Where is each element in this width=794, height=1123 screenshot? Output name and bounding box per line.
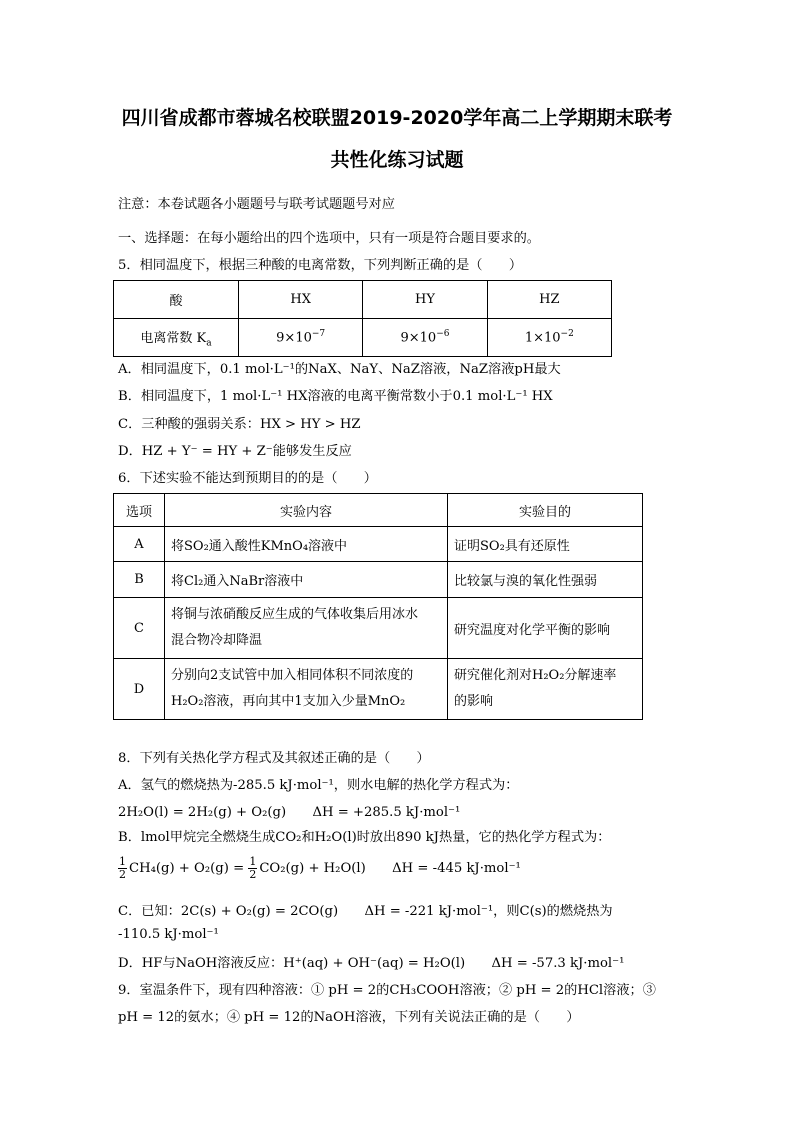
table-cell bbox=[363, 319, 487, 357]
table-cell: 实验目的 bbox=[448, 494, 643, 527]
title-line-2: 共性化练习试题 bbox=[330, 149, 464, 171]
q8-option-d: D．HF与NaOH溶液反应：H⁺(aq) + OH⁻(aq) = H₂O(l) ΔH = -57.3 kJ·mol⁻¹ bbox=[118, 956, 625, 971]
table-row bbox=[114, 659, 643, 720]
table-cell bbox=[487, 319, 611, 357]
q8-option-b-line2 bbox=[118, 856, 521, 881]
q9-line1: 9．室温条件下，现有四种溶液：① pH = 2的CH₃COOH溶液；② pH = 2的HCl溶液；③ bbox=[118, 983, 656, 998]
q5-table bbox=[113, 280, 612, 357]
table-row bbox=[114, 527, 643, 562]
table-cell: A bbox=[114, 527, 165, 562]
table-cell: C bbox=[114, 598, 165, 659]
cell-line: H₂O₂溶液，再向其中1支加入少量MnO₂ bbox=[171, 694, 406, 709]
section-heading: 一、选择题：在每小题给出的四个选项中，只有一项是符合题目要求的。 bbox=[118, 231, 540, 246]
table-cell bbox=[448, 659, 643, 720]
q8-option-b-line1: B．lmol甲烷完全燃烧生成CO₂和H₂O(l)时放出890 kJ热量，它的热化学方程式为： bbox=[118, 830, 611, 845]
q8-stem: 8．下列有关热化学方程式及其叙述正确的是（ ） bbox=[118, 751, 430, 766]
value-base: 9×10 bbox=[400, 330, 437, 346]
fraction bbox=[118, 856, 127, 881]
fraction-numerator: 1 bbox=[249, 855, 257, 868]
cell-line: 分别向2支试管中加入相同体积不同浓度的 bbox=[171, 668, 414, 683]
q5-stem: 5．相同温度下，根据三种酸的电离常数，下列判断正确的是（ ） bbox=[118, 258, 523, 273]
cell-line: 混合物冷却降温 bbox=[171, 633, 263, 648]
note: 注意：本卷试题各小题题号与联考试题题号对应 bbox=[118, 197, 395, 212]
q5-option-a: A．相同温度下，0.1 mol·L⁻¹的NaX、NaY、NaZ溶液，NaZ溶液pH最大 bbox=[118, 362, 561, 377]
table-cell: 证明SO₂具有还原性 bbox=[448, 527, 643, 562]
table-cell: D bbox=[114, 659, 165, 720]
table-cell: 实验内容 bbox=[165, 494, 448, 527]
table-cell bbox=[239, 319, 363, 357]
q5-option-d: D．HZ + Y⁻ = HY + Z⁻能够发生反应 bbox=[118, 444, 352, 459]
q8-option-a-line1: A．氢气的燃烧热为-285.5 kJ·mol⁻¹，则水电解的热化学方程式为： bbox=[118, 778, 519, 793]
table-cell: 将SO₂通入酸性KMnO₄溶液中 bbox=[165, 527, 448, 562]
q5-option-c: C．三种酸的强弱关系：HX > HY > HZ bbox=[118, 417, 361, 432]
table-cell: 酸 bbox=[114, 281, 239, 319]
table-cell bbox=[165, 659, 448, 720]
table-row bbox=[114, 319, 612, 357]
q6-stem: 6．下述实验不能达到预期目的的是（ ） bbox=[118, 471, 377, 486]
table-cell bbox=[114, 319, 239, 357]
q8-option-a-line2: 2H₂O(l) = 2H₂(g) + O₂(g) ΔH = +285.5 kJ·mol⁻¹ bbox=[118, 805, 461, 820]
table-row bbox=[114, 494, 643, 527]
table-cell: HY bbox=[363, 281, 487, 319]
q9-line2: pH = 12的氨水；④ pH = 12的NaOH溶液，下列有关说法正确的是（ ） bbox=[118, 1010, 580, 1025]
value-exp: −2 bbox=[560, 329, 574, 340]
value-base: 1×10 bbox=[524, 330, 561, 346]
cell-line: 的影响 bbox=[454, 694, 494, 709]
row-label-sub: a bbox=[206, 338, 212, 349]
table-row bbox=[114, 562, 643, 598]
table-cell: HZ bbox=[487, 281, 611, 319]
equation-part: CH₄(g) + O₂(g) = bbox=[129, 861, 245, 876]
cell-line: 将铜与浓硝酸反应生成的气体收集后用冰水 bbox=[171, 607, 419, 622]
title-line-1: 四川省成都市蓉城名校联盟2019-2020学年高二上学期期末联考 bbox=[121, 107, 673, 129]
value-base: 9×10 bbox=[276, 330, 312, 346]
fraction-denominator: 2 bbox=[119, 868, 126, 881]
value-exp: −7 bbox=[311, 329, 326, 340]
q6-table bbox=[113, 493, 643, 720]
table-cell: HX bbox=[239, 281, 363, 319]
q8-option-c-line2: -110.5 kJ·mol⁻¹ bbox=[118, 927, 219, 942]
q8-option-c-line1: C．已知：2C(s) + O₂(g) = 2CO(g) ΔH = -221 kJ·mol⁻¹，则C(s)的燃烧热为 bbox=[118, 904, 613, 919]
table-row bbox=[114, 598, 643, 659]
cell-line: 研究催化剂对H₂O₂分解速率 bbox=[454, 668, 617, 683]
fraction bbox=[248, 856, 257, 881]
table-cell: 研究温度对化学平衡的影响 bbox=[448, 598, 643, 659]
table-cell: 比较氯与溴的氧化性强弱 bbox=[448, 562, 643, 598]
fraction-denominator: 2 bbox=[249, 868, 257, 881]
equation-part: CO₂(g) + H₂O(l) ΔH = -445 kJ·mol⁻¹ bbox=[259, 861, 521, 876]
row-label: 电离常数 K bbox=[140, 330, 207, 346]
fraction-numerator: 1 bbox=[119, 855, 126, 868]
table-cell: B bbox=[114, 562, 165, 598]
table-cell bbox=[165, 598, 448, 659]
table-cell: 将Cl₂通入NaBr溶液中 bbox=[165, 562, 448, 598]
value-exp: −6 bbox=[436, 329, 450, 340]
q5-option-b: B．相同温度下，1 mol·L⁻¹ HX溶液的电离平衡常数小于0.1 mol·L⁻¹ HX bbox=[118, 389, 553, 404]
table-cell: 选项 bbox=[114, 494, 165, 527]
table-row bbox=[114, 281, 612, 319]
